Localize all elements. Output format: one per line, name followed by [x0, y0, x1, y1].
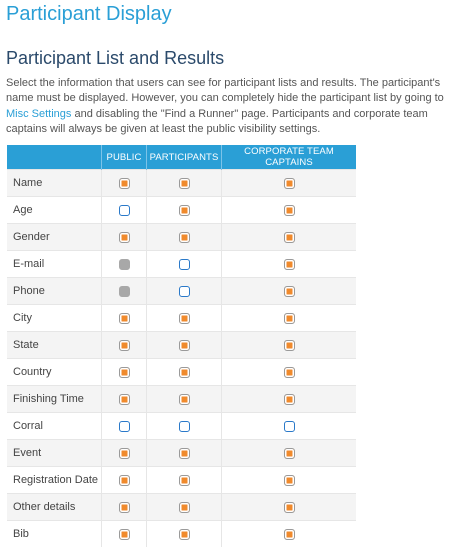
cell-participants — [147, 359, 222, 386]
participants-checkbox[interactable] — [179, 502, 190, 513]
description-text-after-link: and disabling the "Find a Runner" page. Participants and corporate team captains will always be given at least the public visibility settings. — [6, 107, 428, 135]
corporate-team-captains-checkbox[interactable] — [284, 421, 295, 432]
cell-participants — [147, 251, 222, 278]
field-label: Gender — [7, 224, 102, 251]
participants-checkbox[interactable] — [179, 313, 190, 324]
column-header-public: PUBLIC — [102, 145, 147, 170]
cell-corporate-team-captains — [222, 224, 357, 251]
corporate-team-captains-checkbox[interactable] — [284, 529, 295, 540]
cell-participants — [147, 440, 222, 467]
public-checkbox — [119, 259, 130, 270]
table-row — [7, 467, 356, 494]
cell-corporate-team-captains — [222, 197, 357, 224]
cell-corporate-team-captains — [222, 413, 357, 440]
table-row — [7, 359, 356, 386]
public-checkbox — [119, 178, 130, 189]
visibility-table — [7, 145, 356, 547]
cell-public — [102, 305, 147, 332]
public-checkbox[interactable] — [119, 394, 130, 405]
participants-checkbox[interactable] — [179, 205, 190, 216]
corporate-team-captains-checkbox[interactable] — [284, 340, 295, 351]
cell-corporate-team-captains — [222, 467, 357, 494]
field-label: Name — [7, 170, 102, 197]
cell-participants — [147, 278, 222, 305]
public-checkbox[interactable] — [119, 502, 130, 513]
field-label: Corral — [7, 413, 102, 440]
field-label: E-mail — [7, 251, 102, 278]
cell-public — [102, 224, 147, 251]
corporate-team-captains-checkbox[interactable] — [284, 367, 295, 378]
participants-checkbox[interactable] — [179, 394, 190, 405]
corporate-team-captains-checkbox[interactable] — [284, 502, 295, 513]
field-label: Phone — [7, 278, 102, 305]
misc-settings-link[interactable]: Misc Settings — [6, 107, 72, 120]
participants-checkbox[interactable] — [179, 529, 190, 540]
cell-corporate-team-captains — [222, 305, 357, 332]
participants-checkbox[interactable] — [179, 340, 190, 351]
cell-public — [102, 197, 147, 224]
cell-public — [102, 332, 147, 359]
cell-participants — [147, 521, 222, 548]
public-checkbox[interactable] — [119, 232, 130, 243]
table-body — [7, 170, 356, 548]
table-row — [7, 224, 356, 251]
corporate-team-captains-checkbox[interactable] — [284, 394, 295, 405]
cell-public — [102, 494, 147, 521]
cell-corporate-team-captains — [222, 386, 357, 413]
public-checkbox[interactable] — [119, 448, 130, 459]
public-checkbox — [119, 286, 130, 297]
cell-participants — [147, 305, 222, 332]
cell-participants — [147, 494, 222, 521]
field-label: Age — [7, 197, 102, 224]
corporate-team-captains-checkbox[interactable] — [284, 259, 295, 270]
participants-checkbox[interactable] — [179, 367, 190, 378]
cell-corporate-team-captains — [222, 251, 357, 278]
cell-public — [102, 359, 147, 386]
cell-public — [102, 386, 147, 413]
table-row — [7, 197, 356, 224]
corporate-team-captains-checkbox[interactable] — [284, 205, 295, 216]
public-checkbox[interactable] — [119, 340, 130, 351]
cell-public — [102, 170, 147, 197]
cell-public — [102, 413, 147, 440]
participants-checkbox[interactable] — [179, 259, 190, 270]
table-row — [7, 170, 356, 197]
table-header-row — [7, 145, 356, 170]
corporate-team-captains-checkbox — [284, 178, 295, 189]
field-label: Finishing Time — [7, 386, 102, 413]
public-checkbox[interactable] — [119, 421, 130, 432]
table-row — [7, 251, 356, 278]
public-checkbox[interactable] — [119, 367, 130, 378]
field-label: State — [7, 332, 102, 359]
table-row — [7, 440, 356, 467]
cell-public — [102, 278, 147, 305]
table-row — [7, 386, 356, 413]
section-title: Participant List and Results — [6, 48, 225, 68]
corporate-team-captains-checkbox[interactable] — [284, 475, 295, 486]
page-title: Participant Display — [6, 3, 172, 25]
public-checkbox[interactable] — [119, 313, 130, 324]
corporate-team-captains-checkbox[interactable] — [284, 448, 295, 459]
cell-public — [102, 521, 147, 548]
participants-checkbox[interactable] — [179, 421, 190, 432]
table-row — [7, 521, 356, 548]
field-label: City — [7, 305, 102, 332]
cell-corporate-team-captains — [222, 170, 357, 197]
cell-public — [102, 251, 147, 278]
participants-checkbox — [179, 178, 190, 189]
cell-participants — [147, 332, 222, 359]
cell-corporate-team-captains — [222, 359, 357, 386]
field-label: Registration Date — [7, 467, 102, 494]
table-row — [7, 494, 356, 521]
public-checkbox[interactable] — [119, 205, 130, 216]
participants-checkbox[interactable] — [179, 448, 190, 459]
cell-participants — [147, 170, 222, 197]
participants-checkbox[interactable] — [179, 286, 190, 297]
cell-participants — [147, 386, 222, 413]
cell-participants — [147, 467, 222, 494]
participants-checkbox[interactable] — [179, 232, 190, 243]
corporate-team-captains-checkbox[interactable] — [284, 313, 295, 324]
cell-participants — [147, 197, 222, 224]
column-header-field — [7, 145, 102, 170]
cell-public — [102, 440, 147, 467]
cell-public — [102, 467, 147, 494]
description-text-before-link: Select the information that users can see for participant lists and results. The participant's name must be displayed. However, you can completely hide the participant list by going to — [6, 77, 444, 105]
field-label: Other details — [7, 494, 102, 521]
table-row — [7, 305, 356, 332]
field-label: Bib — [7, 521, 102, 548]
corporate-team-captains-checkbox[interactable] — [284, 232, 295, 243]
column-header-participants: PARTICIPANTS — [147, 145, 222, 170]
table-row — [7, 413, 356, 440]
section-description — [6, 76, 468, 137]
field-label: Event — [7, 440, 102, 467]
cell-corporate-team-captains — [222, 521, 357, 548]
cell-corporate-team-captains — [222, 494, 357, 521]
cell-participants — [147, 224, 222, 251]
cell-corporate-team-captains — [222, 440, 357, 467]
participants-checkbox[interactable] — [179, 475, 190, 486]
table-row — [7, 278, 356, 305]
cell-corporate-team-captains — [222, 278, 357, 305]
field-label: Country — [7, 359, 102, 386]
cell-participants — [147, 413, 222, 440]
column-header-corporate-team-captains: CORPORATE TEAM CAPTAINS — [222, 145, 357, 170]
public-checkbox[interactable] — [119, 529, 130, 540]
cell-corporate-team-captains — [222, 332, 357, 359]
table-row — [7, 332, 356, 359]
public-checkbox[interactable] — [119, 475, 130, 486]
corporate-team-captains-checkbox[interactable] — [284, 286, 295, 297]
